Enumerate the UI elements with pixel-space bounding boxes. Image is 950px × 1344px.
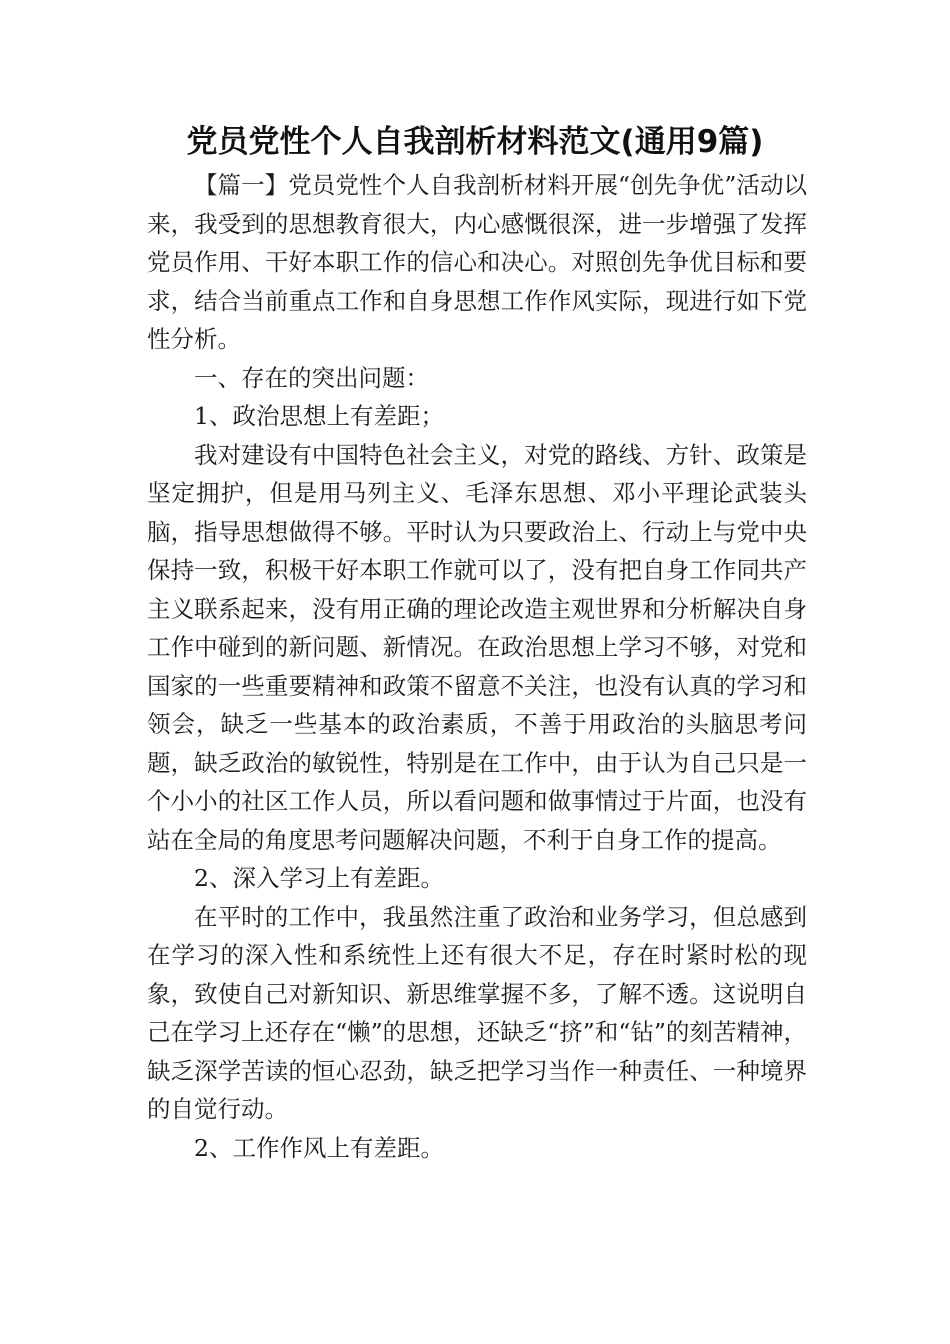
document-title: 党员党性个人自我剖析材料范文(通用9篇) [186,124,764,160]
subheading-political: 1、政治思想上有差距； [194,402,444,430]
subheading-study: 2、深入学习上有差距。 [194,864,444,892]
heading-problems: 一、存在的突出问题： [194,363,429,392]
paragraph-study: 在平时的工作中，我虽然注重了政治和业务学习，但总感到在学习的深入性和系统性上还有很大不足，存在时紧时松的现象，致使自己对新知识、新思维掌握不多，了解不透。这说明自己在学习上还存在“懒”的思想，还缺乏“挤”和“钻”的刻苦精神，缺乏深学苦读的恒心忍劲，缺乏把学习当作一种责任、一种境界的自觉行动。 [147,902,807,1123]
paragraph-intro: 【篇一】党员党性个人自我剖析材料开展“创先争优”活动以来，我受到的思想教育很大，内心感慨很深，进一步增强了发挥党员作用、干好本职工作的信心和决心。对照创先争优目标和要求，结合当前重点工作和自身思想工作作风实际，现进行如下党性分析。 [147,171,807,353]
document-body [147,166,807,1167]
paragraph-political: 我对建设有中国特色社会主义，对党的路线、方针、政策是坚定拥护，但是用马列主义、毛泽东思想、邓小平理论武装头脑，指导思想做得不够。平时认为只要政治上、行动上与党中央保持一致，积极干好本职工作就可以了，没有把自身工作同共产主义联系起来，没有用正确的理论改造主观世界和分析解决自身工作中碰到的新问题、新情况。在政治思想上学习不够，对党和国家的一些重要精神和政策不留意不关注，也没有认真的学习和领会，缺乏一些基本的政治素质，不善于用政治的头脑思考问题，缺乏政治的敏锐性，特别是在工作中，由于认为自己只是一个小小的社区工作人员，所以看问题和做事情过于片面，也没有站在全局的角度思考问题解决问题，不利于自身工作的提高。 [147,440,807,854]
subheading-workstyle: 2、工作作风上有差距。 [194,1133,444,1162]
